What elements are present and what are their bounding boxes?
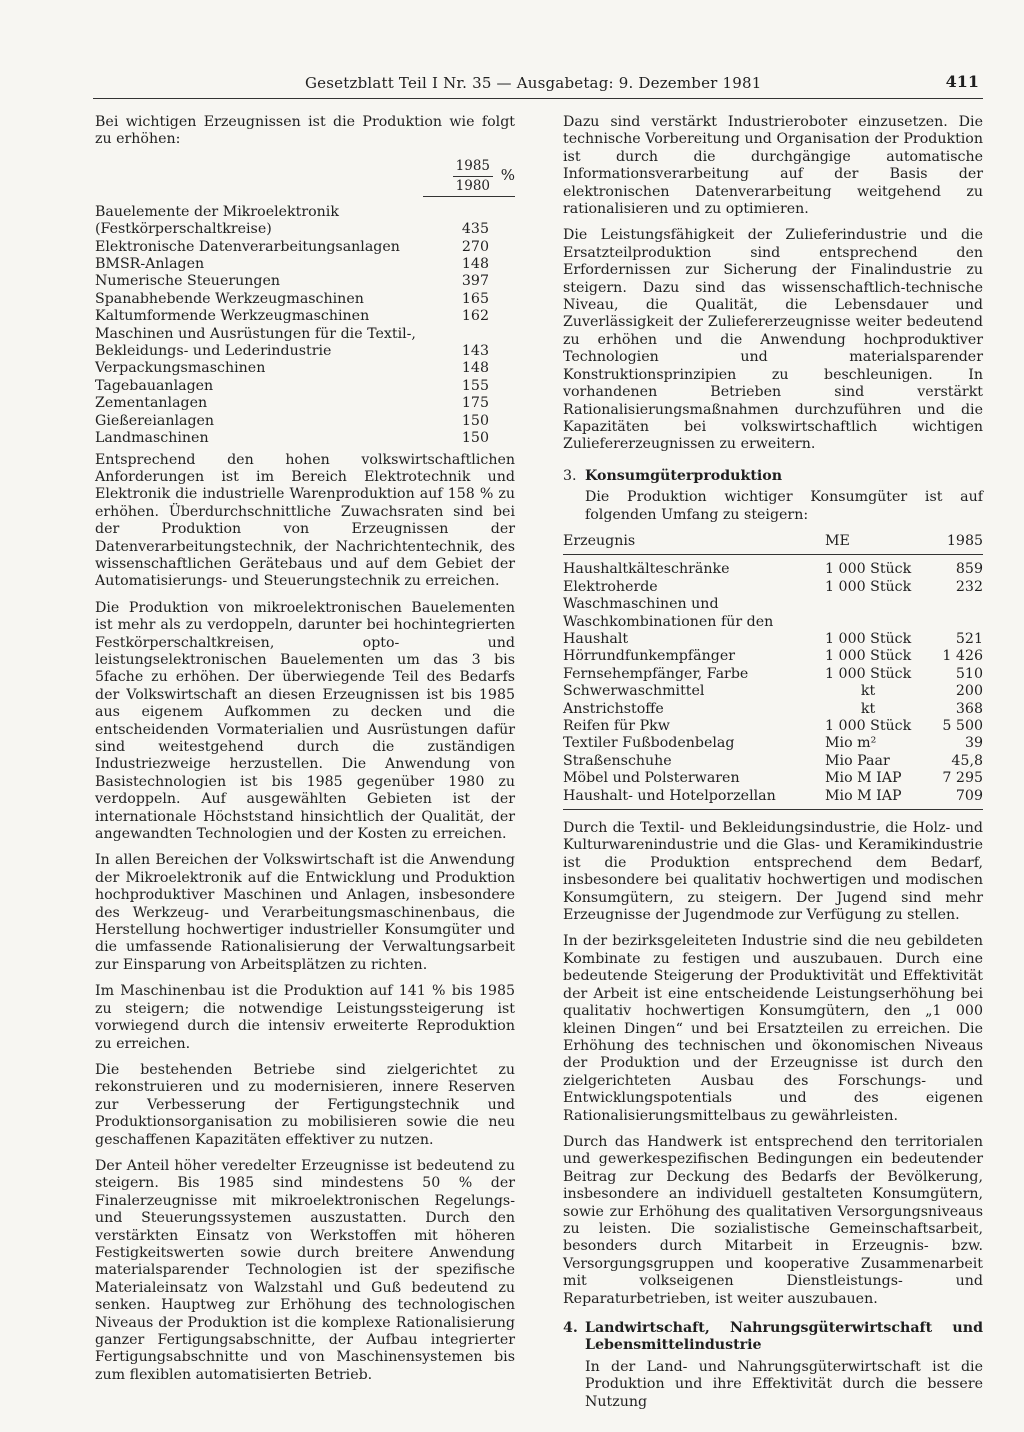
table-row — [563, 561, 983, 578]
col-header-year: 1985 — [946, 532, 983, 549]
section-4-number: 4. — [563, 1320, 578, 1336]
body-paragraph: Durch das Handwerk ist entsprechend den territorialen und gewerkespezifischen Bedingungen ein bedeutender Beitrag zur Deckung des Bedarfs der Bevölkerung, insbesondere an individuell gestalteten Konsumgütern, sowie zur Erhöhung des qualitativen Versorgungsniveaus zu leisten. Die sozialistische Gemeinschaftsarbeit, besonders durch Mitarbeit in Erzeugnis- bzw. Versorgungsgruppen und kooperative Zusammenarbeit mit volkseigenen Dienstleistungs- und Reparaturbetrieben, ist weiter auszubauen. — [563, 1133, 983, 1307]
product-value: 150 — [461, 430, 489, 447]
left-paragraphs — [95, 452, 515, 1385]
product-name: Zementanlagen — [95, 395, 208, 412]
table-row — [563, 683, 983, 700]
table-row — [563, 770, 983, 787]
product-name: Spanabhebende Werkzeugmaschinen — [95, 290, 364, 307]
table-row — [95, 326, 515, 361]
production-table-header — [95, 158, 515, 204]
product-name: Textiler Fußbodenbelag — [563, 735, 735, 752]
table-row — [95, 360, 515, 377]
header-rule — [423, 196, 515, 197]
product-name: Bauelemente der Mikroelektronik (Festkörperschaltkreise) — [95, 203, 339, 238]
table-row — [563, 666, 983, 683]
consumer-table-header — [563, 533, 983, 555]
right-mid-paragraphs — [563, 820, 983, 1308]
table-row — [563, 735, 983, 752]
ratio-fraction — [453, 158, 493, 195]
product-name: Straßenschuhe — [563, 752, 672, 769]
product-unit: 1 000 Stück — [825, 718, 912, 734]
table-row — [563, 753, 983, 770]
table-row — [95, 273, 515, 290]
body-paragraph: Die bestehenden Betriebe sind zielgerichtet zu rekonstruieren und zu modernisieren, innere Reserven zur Verbesserung der Fertigungstechnik und Produktionsorganisation zu mobilisieren sowie die neu geschaffenen Kapazitäten effektiver zu nutzen. — [95, 1061, 515, 1148]
product-value: 165 — [461, 290, 489, 307]
production-table-rows — [95, 204, 515, 448]
product-value: 155 — [461, 377, 489, 394]
right-column — [563, 114, 983, 1420]
body-paragraph: Durch die Textil- und Bekleidungsindustrie, die Holz- und Kulturwarenindustrie und die Glas- und Keramikindustrie ist die Produktion entsprechend dem Bedarf, insbesondere bei qualitativ hochwertigen und modischen Konsumgütern, zu steigern. Der Jugend sind mehr Erzeugnisse der Jugendmode zur Verfügung zu stellen. — [563, 820, 983, 924]
table-row — [95, 430, 515, 447]
product-name: Anstrichstoffe — [563, 700, 664, 717]
left-column — [95, 114, 515, 1393]
section-3-heading — [563, 468, 983, 485]
body-paragraph: In allen Bereichen der Volkswirtschaft ist die Anwendung der Mikroelektronik auf die Entwicklung und Produktion hochproduktiver Maschinen und Anlagen, insbesondere des Werkzeug- und Verarbeitungsmaschinenbaus, die Herstellung hochwertiger industrieller Konsumgüter und die umfassende Rationalisierung der Verwaltungsarbeit zur Einsparung von Arbeitsplätzen zu richten. — [95, 852, 515, 973]
body-paragraph: Dazu sind verstärkt Industrieroboter einzusetzen. Die technische Vorbereitung und Organisation der Produktion ist durch die durchgängige automatische Informationsverarbeitung auf der Basis der elektronischen Datenverarbeitung weitgehend zu rationalisieren und zu optimieren. — [563, 114, 983, 218]
ratio-numerator: 1985 — [453, 158, 493, 177]
table-bottom-rule — [563, 809, 983, 810]
product-unit: kt — [860, 700, 876, 717]
product-name: Maschinen und Ausrüstungen für die Textil-, Bekleidungs- und Lederindustrie — [95, 325, 416, 360]
section-4-heading — [563, 1320, 983, 1355]
product-unit: Mio Paar — [825, 752, 890, 769]
product-name: Haushaltkälteschränke — [563, 561, 730, 578]
product-name: Hörrundfunkempfänger — [563, 648, 735, 665]
product-name: Schwerwaschmittel — [563, 683, 705, 700]
product-unit: Mio m² — [825, 735, 877, 752]
consumer-table-rows — [563, 561, 983, 805]
product-quantity: 232 — [955, 578, 983, 595]
product-name: Gießereianlagen — [95, 412, 215, 429]
product-quantity: 39 — [964, 735, 983, 752]
product-quantity: 200 — [955, 683, 983, 700]
page-number: 411 — [945, 72, 979, 91]
ratio-denominator: 1980 — [455, 177, 490, 194]
product-name: Landmaschinen — [95, 430, 209, 447]
product-name: Kaltumformende Werkzeugmaschinen — [95, 308, 370, 325]
table-row — [563, 579, 983, 596]
product-unit: 1 000 Stück — [825, 648, 912, 665]
product-name: Elektronische Datenverarbeitungsanlagen — [95, 238, 400, 255]
body-paragraph: Die Leistungsfähigkeit der Zulieferindustrie und die Ersatzteilproduktion sind entsprechend den Erfordernissen zur Sicherung der Finalindustrie zu steigern. Dazu sind das wissenschaftlich-technische Niveau, die Qualität, die Lebensdauer und Zuverlässigkeit der Zuliefererzeugnisse weiter bedeutend zu erhöhen und die Anwendung hochproduktiver Technologien und materialsparender Konstruktionsprinzipien zu beschleunigen. In vorhandenen Betrieben sind verstärkt Rationalisierungsmaßnahmen durchzuführen und die Kapazitäten bei volkswirtschaftlich wichtigen Zuliefererzeugnissen zu erweitern. — [563, 227, 983, 453]
table-row — [563, 596, 983, 648]
table-row — [95, 378, 515, 395]
product-value: 143 — [461, 343, 489, 360]
product-value: 397 — [461, 273, 489, 290]
body-paragraph: Entsprechend den hohen volkswirtschaftlichen Anforderungen ist im Bereich Elektrotechnik und Elektronik die industrielle Warenproduktion auf 158 % zu erhöhen. Überdurchschnittliche Zuwachsraten sind bei der Produktion von Erzeugnissen der Datenverarbeitungstechnik, der Nachrichtentechnik, des wissenschaftlichen Gerätebaus und auf dem Gebiet der Automatisierungs- und Steuerungstechnik zu erreichen. — [95, 451, 515, 590]
product-name: Waschmaschinen und Waschkombinationen für den Haushalt — [563, 596, 774, 647]
product-name: Verpackungsmaschinen — [95, 360, 266, 377]
section-3-number: 3. — [563, 467, 577, 484]
product-quantity: 45,8 — [951, 752, 983, 769]
product-name: BMSR-Anlagen — [95, 256, 205, 273]
table-row — [95, 413, 515, 430]
product-unit: Mio M IAP — [825, 770, 902, 787]
body-paragraph: Die Produktion von mikroelektronischen Bauelementen ist mehr als zu verdoppeln, darunter bei hochintegrierten Festkörperschaltkreisen, opto- und leistungselektronischen Bauelementen um das 3 bis 5fache zu erhöhen. Der überwiegende Teil des Bedarfs der Volkswirtschaft an diesen Erzeugnissen ist bis 1985 aus eigenem Aufkommen zu decken und die entscheidenden Vormaterialien und Ausrüstungen dafür sind weitestgehend durch die zuständigen Industriezweige herzustellen. Die Anwendung von Basistechnologien ist bis 1985 gegenüber 1980 zu verdoppeln. Auf ausgewählten Gebieten ist der internationale Höchststand hinsichtlich der Qualität, der angewandten Technologien und der Kosten zu erreichen. — [95, 599, 515, 843]
product-unit: 1 000 Stück — [825, 561, 912, 578]
product-unit: Mio M IAP — [825, 787, 902, 804]
intro-paragraph: Bei wichtigen Erzeugnissen ist die Produktion wie folgt zu erhöhen: — [95, 114, 515, 148]
table-row — [563, 648, 983, 665]
table-row — [95, 308, 515, 325]
product-quantity: 5 500 — [942, 718, 983, 734]
product-value: 148 — [461, 360, 489, 377]
product-name: Elektroherde — [563, 578, 658, 595]
product-value: 148 — [461, 256, 489, 273]
section-4-text: In der Land- und Nahrungsgüterwirtschaft ist die Produktion und ihre Effektivität durch die bessere Nutzung — [585, 1358, 983, 1410]
section-3-title: Konsumgüterproduktion — [585, 467, 783, 484]
product-name: Möbel und Polsterwaren — [563, 770, 740, 787]
product-unit: kt — [860, 683, 876, 700]
product-quantity: 368 — [955, 700, 983, 717]
product-quantity: 1 426 — [942, 648, 983, 665]
product-quantity: 521 — [955, 630, 983, 647]
table-row — [95, 395, 515, 412]
running-header — [93, 72, 983, 99]
table-row — [563, 788, 983, 805]
product-unit: 1 000 Stück — [825, 578, 912, 595]
product-unit: 1 000 Stück — [825, 630, 912, 647]
table-row — [95, 239, 515, 256]
body-paragraph: Der Anteil höher veredelter Erzeugnisse ist bedeutend zu steigern. Bis 1985 sind mindestens 50 % der Finalerzeugnisse mit mikroelektronischen Regelungs- und Steuerungssystemen auszustatten. Durch den verstärkten Einsatz von Werkstoffen mit höheren Festigkeitswerten sowie durch breitere Anwendung materialsparender Technologien ist der spezifische Materialeinsatz von Walzstahl und Guß bedeutend zu senken. Hauptweg zur Erhöhung des technologischen Niveaus der Produktion ist die komplexe Rationalisierung ganzer Fertigungsabschnitte, der Aufbau integrierter Fertigungsabschnitte und von Maschinensystemen bis zum flexiblen automatisierten Betrieb. — [95, 1157, 515, 1383]
col-header-unit: ME — [825, 532, 850, 549]
product-value: 175 — [461, 395, 489, 412]
col-header-product: Erzeugnis — [563, 532, 636, 549]
product-name: Haushalt- und Hotelporzellan — [563, 787, 776, 804]
body-paragraph: Im Maschinenbau ist die Produktion auf 141 % bis 1985 zu steigern; die notwendige Leistungssteigerung ist vorwiegend durch die intensiv erweiterte Reproduktion zu erreichen. — [95, 983, 515, 1052]
running-title: Gesetzblatt Teil I Nr. 35 — Ausgabetag: 9. Dezember 1981 — [305, 74, 762, 92]
product-name: Fernsehempfänger, Farbe — [563, 665, 749, 682]
right-top-paragraphs — [563, 114, 983, 454]
product-value: 435 — [461, 221, 489, 238]
consumer-goods-table — [563, 533, 983, 810]
table-row — [563, 718, 983, 735]
product-unit: 1 000 Stück — [825, 665, 912, 682]
table-row — [95, 204, 515, 239]
section-4-title: Landwirtschaft, Nahrungsgüterwirtschaft und Lebensmittelindustrie — [585, 1320, 983, 1354]
product-name: Tagebauanlagen — [95, 377, 214, 394]
table-row — [563, 701, 983, 718]
body-paragraph: In der bezirksgeleiteten Industrie sind die neu gebildeten Kombinate zu festigen und auszubauen. Durch eine bedeutende Steigerung der Produktivität und Effektivität der Arbeit ist eine entscheidende Leistungserhöhung bei qualitativ hochwertigen Konsumgütern, den „1 000 kleinen Dingen“ und bei Ersatzteilen zu erreichen. Die Erhöhung des technischen und ökonomischen Niveaus der Produktion und der Erzeugnisse ist durch den zielgerichteten Ausbau des Forschungs- und Entwicklungspotentials und des eigenen Rationalisierungsmittelbaus zu gewährleisten. — [563, 933, 983, 1124]
product-value: 150 — [461, 412, 489, 429]
section-3-intro: Die Produktion wichtiger Konsumgüter ist auf folgenden Umfang zu steigern: — [585, 489, 983, 523]
product-name: Reifen für Pkw — [563, 718, 670, 734]
product-quantity: 709 — [955, 787, 983, 804]
product-quantity: 7 295 — [942, 770, 983, 787]
product-name: Numerische Steuerungen — [95, 273, 281, 290]
table-row — [95, 291, 515, 308]
table-row — [95, 256, 515, 273]
product-value: 270 — [461, 238, 489, 255]
production-table — [95, 158, 515, 448]
product-quantity: 859 — [955, 561, 983, 578]
percent-unit: % — [500, 165, 515, 184]
product-value: 162 — [461, 308, 489, 325]
product-quantity: 510 — [955, 665, 983, 682]
